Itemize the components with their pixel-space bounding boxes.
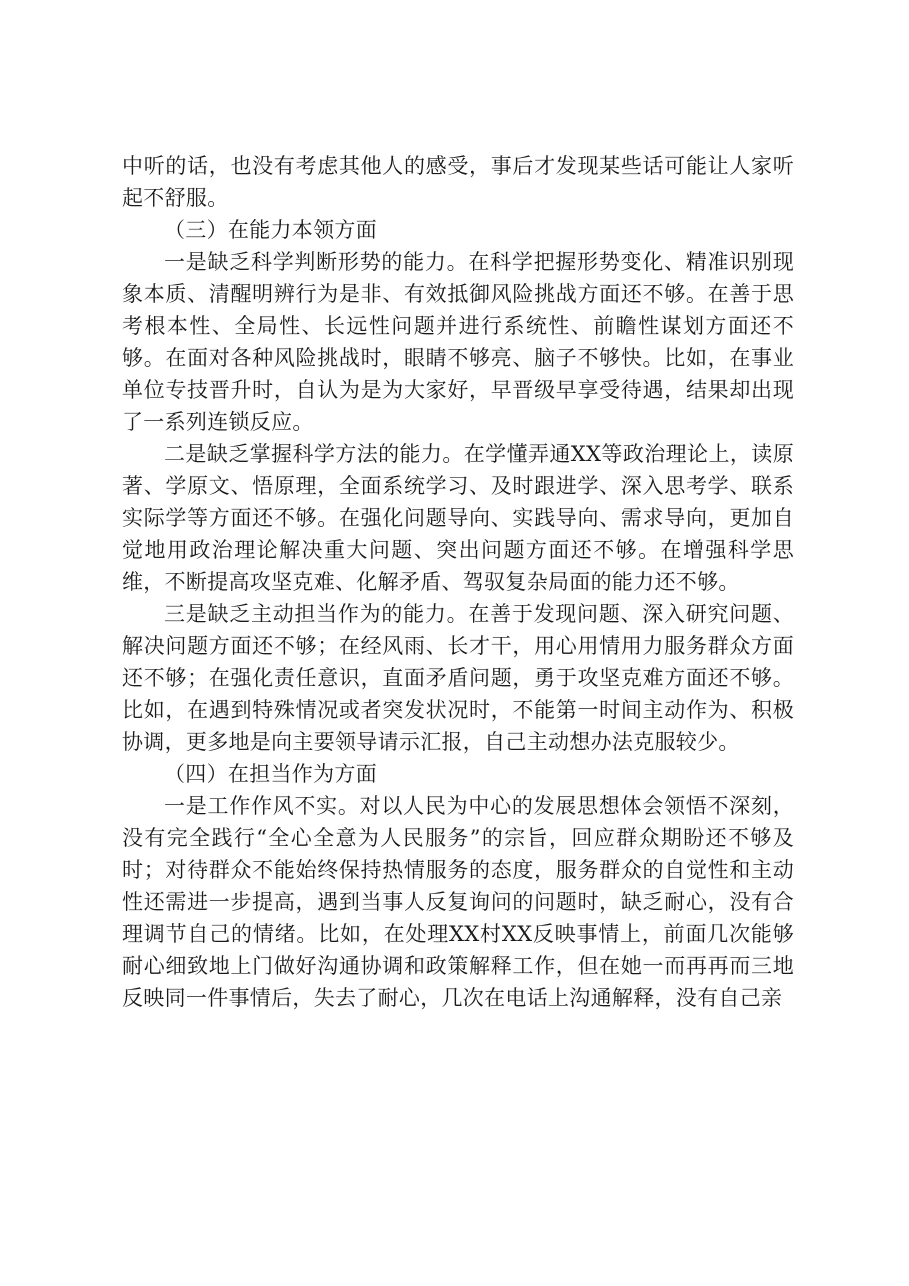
document-page (122, 150, 794, 1014)
section-heading-4: （四）在担当作为方面 (164, 762, 377, 786)
section-heading-3: （三）在能力本领方面 (164, 218, 377, 242)
paragraph-continuation: 中听的话，也没有考虑其他人的感受，事后才发现某些话可能让人家听起不舒服。 (122, 154, 794, 210)
paragraph-initiative-ability: 三是缺乏主动担当作为的能力。在善于发现问题、深入研究问题、解决问题方面还不够；在经风雨、长才干，用心用情用力服务群众方面还不够；在强化责任意识，直面矛盾问题，勇于攻坚克难方面还不够。比如，在遇到特殊情况或者突发状况时，不能第一时间主动作为、积极协调，更多地是向主要领导请示汇报，自己主动想办法克服较少。 (122, 602, 794, 754)
paragraph-method-ability: 二是缺乏掌握科学方法的能力。在学懂弄通XX等政治理论上，读原著、学原文、悟原理，全面系统学习、及时跟进学、深入思考学、联系实际学等方面还不够。在强化问题导向、实践导向、需求导向，更加自觉地用政治理论解决重大问题、突出问题方面还不够。在增强科学思维，不断提高攻坚克难、化解矛盾、驾驭复杂局面的能力还不够。 (122, 442, 794, 594)
paragraph-judgment-ability: 一是缺乏科学判断形势的能力。在科学把握形势变化、精准识别现象本质、清醒明辨行为是非、有效抵御风险挑战方面还不够。在善于思考根本性、全局性、长远性问题并进行系统性、前瞻性谋划方面还不够。在面对各种风险挑战时，眼睛不够亮、脑子不够快。比如，在事业单位专技晋升时，自认为是为大家好，早晋级早享受待遇，结果却出现了一系列连锁反应。 (122, 250, 794, 434)
paragraph-work-style: 一是工作作风不实。对以人民为中心的发展思想体会领悟不深刻，没有完全践行“全心全意为人民服务”的宗旨，回应群众期盼还不够及时；对待群众不能始终保持热情服务的态度，服务群众的自觉性和主动性还需进一步提高，遇到当事人反复询问的问题时，缺乏耐心，没有合理调节自己的情绪。比如，在处理XX村XX反映事情上，前面几次能够耐心细致地上门做好沟通协调和政策解释工作，但在她一而再再而三地反映同一件事情后，失去了耐心，几次在电话上沟通解释，没有自己亲 (122, 794, 794, 1010)
